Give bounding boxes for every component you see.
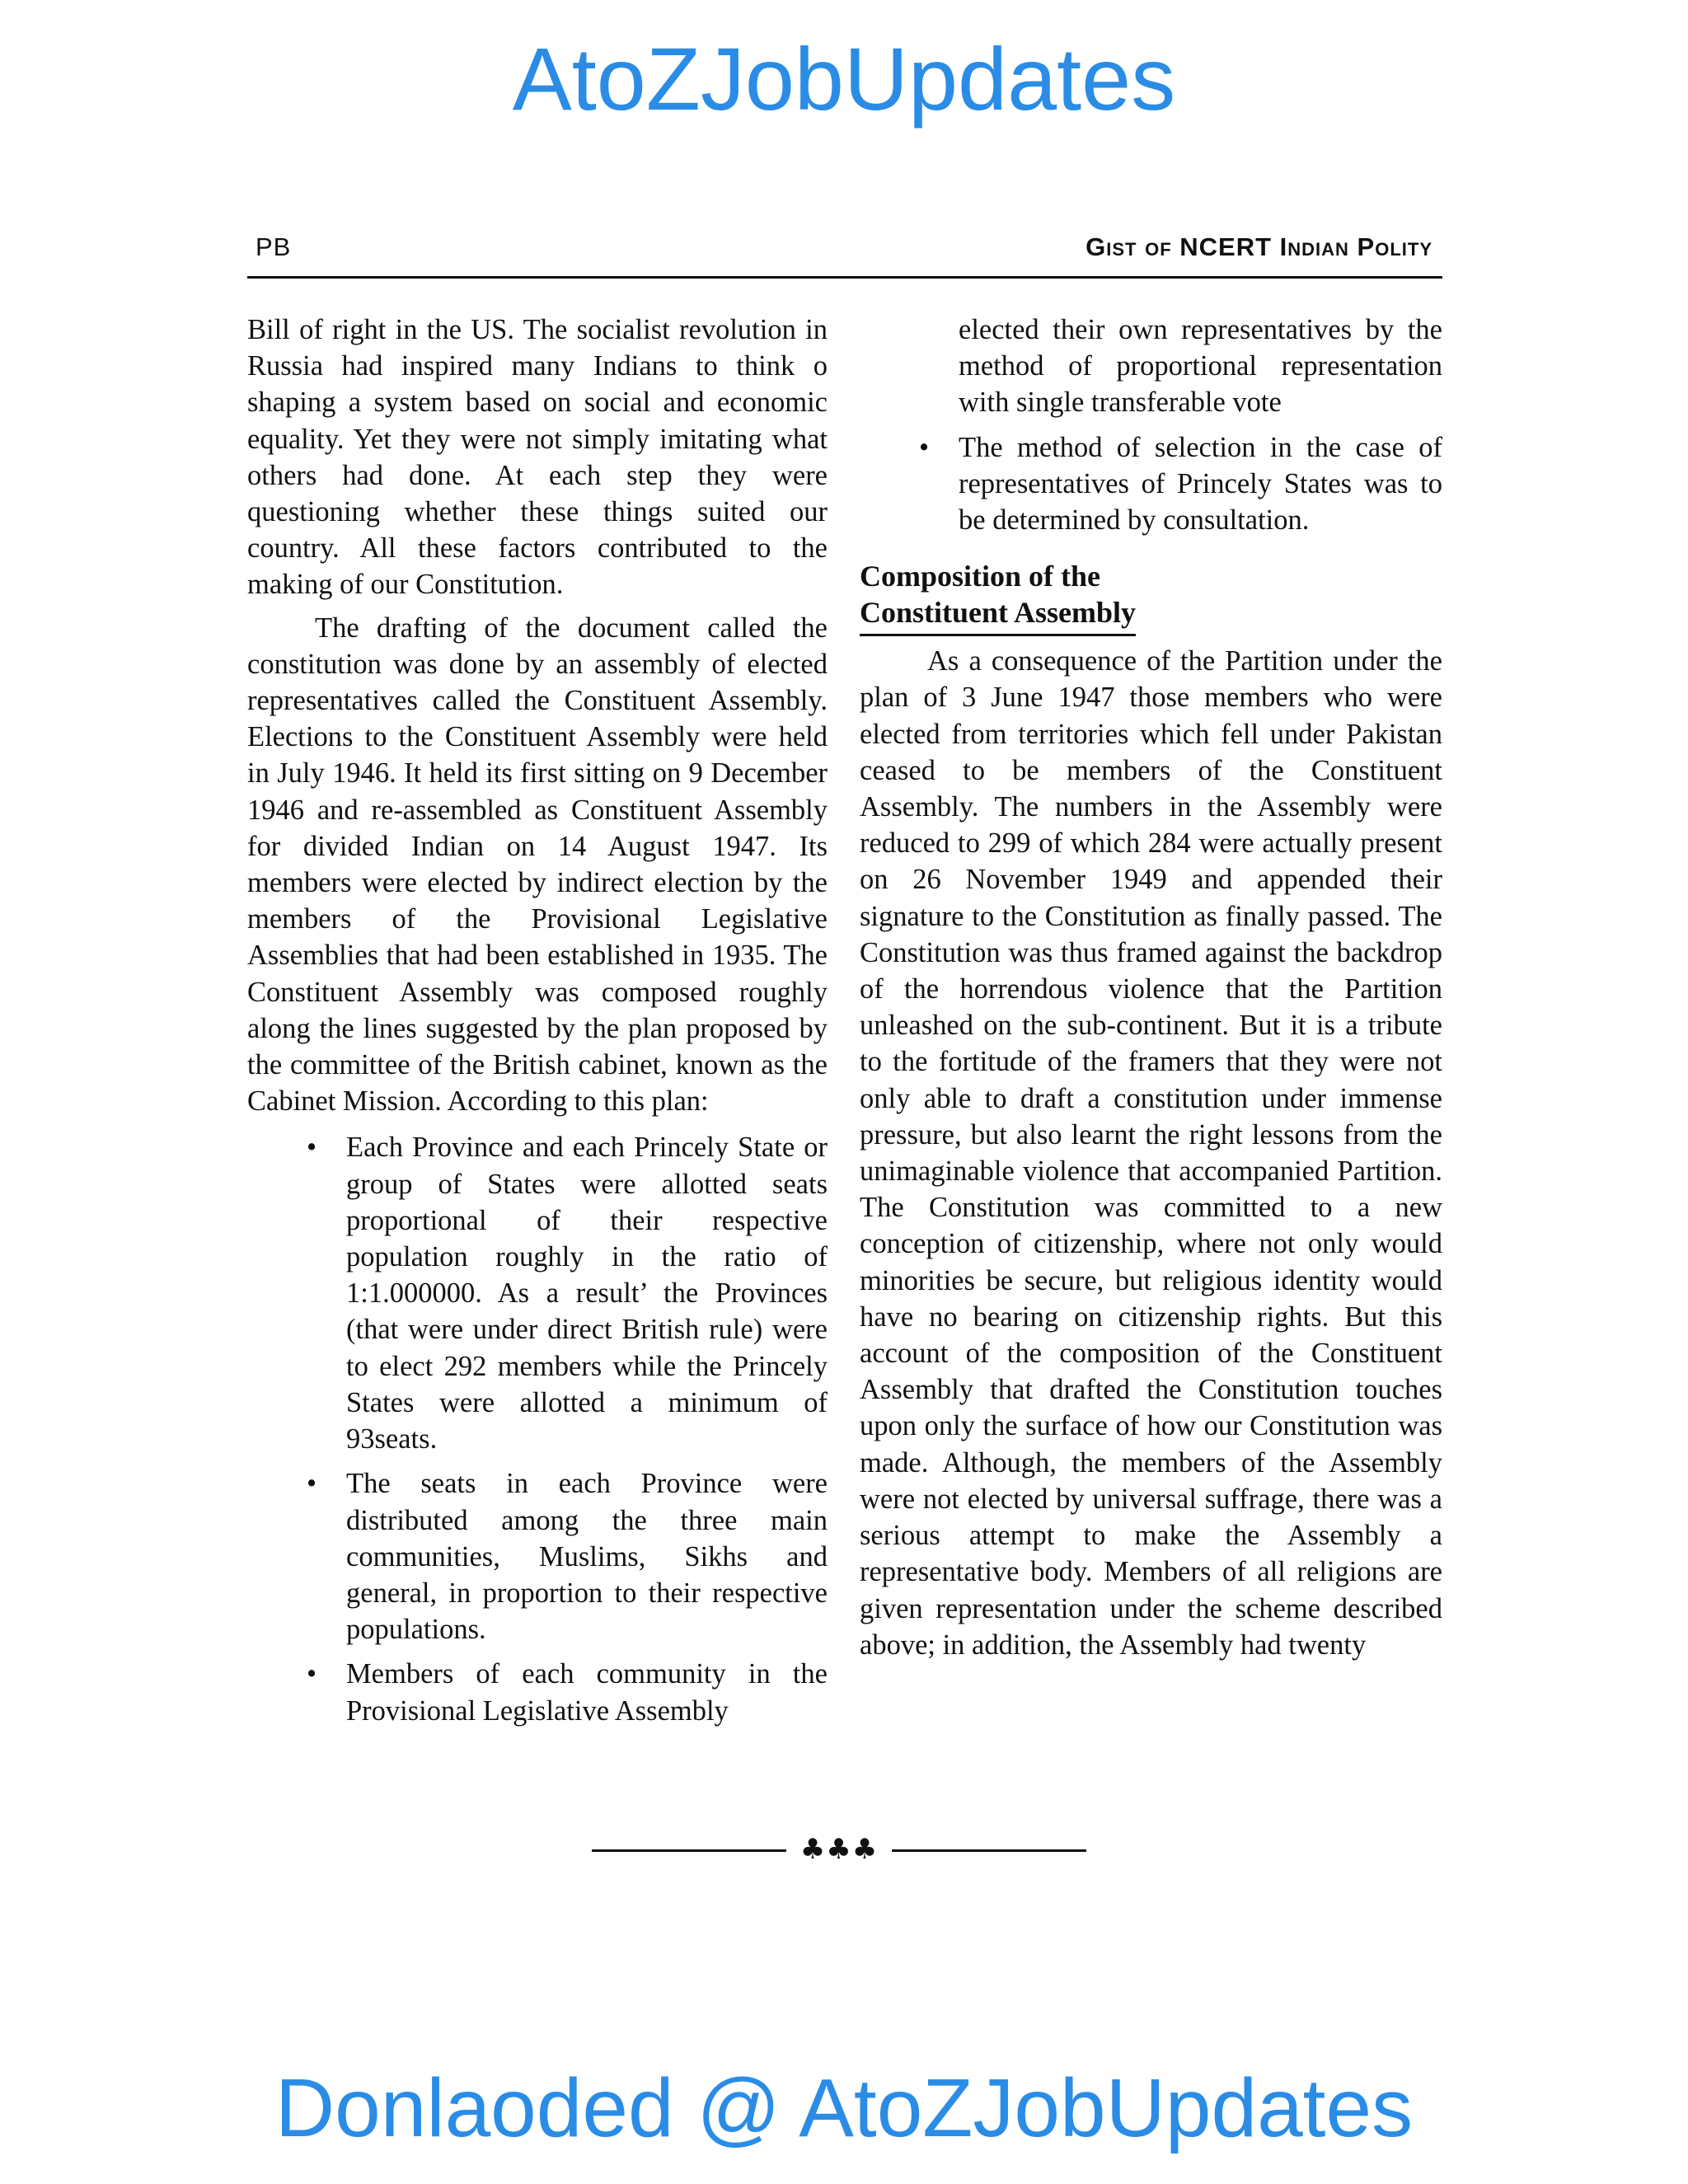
bullet-icon: •	[919, 431, 930, 463]
paragraph-drafting: The drafting of the document called the constitution was done by an assembly of elected representatives called the Constituent Assembly. Elections to the Constituent Assembly were held in July 1946. It held its first sitting on 9 December 1946 and re-assembled as Constituent Assembly for divided Indian on 14 August 1947. Its members were elected by indirect election by the members of the Provisional Legislative Assemblies that had been established in 1935. The Constituent Assembly was composed roughly along the lines suggested by the plan proposed by the committee of the British cabinet, known as the Cabinet Mission. According to this plan:	[247, 612, 828, 1118]
list-item	[307, 1656, 828, 1728]
section-heading	[860, 558, 1136, 636]
list-item-text: The seats in each Province were distributed among the three main communities, Muslims, Sikhs and general, in proportion to their respective populations.	[346, 1468, 828, 1646]
header-rule	[247, 276, 1442, 279]
book-title: Gist of NCERT Indian Polity	[1085, 232, 1432, 261]
list-item-text: The method of selection in the case of representatives of Princely States was to be determined by consultation.	[959, 431, 1442, 537]
end-rule-right	[892, 1849, 1086, 1852]
bullet-icon: •	[307, 1468, 317, 1500]
list-item	[307, 1465, 828, 1647]
list-item-text: Each Province and each Princely State or group of States were allotted seats proportional of their respective population roughly in the ratio of 1:1.000000. As a result’ the Provinces (that were under direct British rule) were to elect 292 members while the Princely States were allotted a minimum of 93seats.	[346, 1132, 828, 1455]
section-end-mark	[592, 1833, 1086, 1866]
bullet-icon: •	[307, 1132, 317, 1164]
list-item	[307, 1129, 828, 1457]
paragraph-intro: Bill of right in the US. The socialist revolution in Russia had inspired many Indians to think o shaping a system based on social and economic equality. Yet they were not simply imitating what others had done. At each step they were questioning whether these things suited our country. All these factors contributed to the making of our Constitution.	[247, 314, 828, 601]
watermark-top: AtoZJobUpdates	[512, 29, 1176, 129]
running-head	[247, 232, 1442, 265]
list-item-continuation	[959, 312, 1442, 421]
right-column	[860, 312, 1442, 1663]
watermark-bottom: Donlaoded @ AtoZJobUpdates	[274, 2062, 1414, 2154]
list-item-text: Members of each community in the Provisional Legislative Assembly	[346, 1658, 828, 1727]
section-heading-line-1: Composition of the	[860, 560, 1101, 593]
clubs-ornament-icon: ♣♣♣	[799, 1833, 879, 1866]
left-column	[247, 312, 828, 1737]
cabinet-mission-plan-list-continued	[919, 312, 1442, 538]
bullet-icon: •	[307, 1658, 317, 1690]
end-rule-left	[592, 1849, 786, 1852]
list-item-text: elected their own representatives by the method of proportional representation with single transferable vote	[959, 314, 1442, 419]
cabinet-mission-plan-list	[307, 1129, 828, 1728]
page-label: PB	[256, 232, 292, 261]
section-heading-line-2: Constituent Assembly	[860, 596, 1137, 630]
list-item	[919, 429, 1442, 539]
paragraph-composition: As a consequence of the Partition under the plan of 3 June 1947 those members who were elected from territories which fell under Pakistan ceased to be members of the Constituent Assembly. The numbers in the Assembly were reduced to 299 of which 284 were actually present on 26 November 1949 and appended their signature to the Constitution as finally passed. The Constitution was thus framed against the backdrop of the horrendous violence that the Partition unleashed on the sub-continent. But it is a tribute to the fortitude of the framers that they were not only able to draft a constitution under immense pressure, but also learnt the right lessons from the unimaginable violence that accompanied Partition. The Constitution was committed to a new conception of citizenship, where not only would minorities be secure, but religious identity would have no bearing on citizenship rights. But this account of the composition of the Constituent Assembly that drafted the Constitution touches upon only the surface of how our Constitution was made. Although, the members of the Assembly were not elected by universal suffrage, there was a serious attempt to make the Assembly a representative body. Members of all religions are given representation under the scheme described above; in addition, the Assembly had twenty	[860, 645, 1442, 1661]
